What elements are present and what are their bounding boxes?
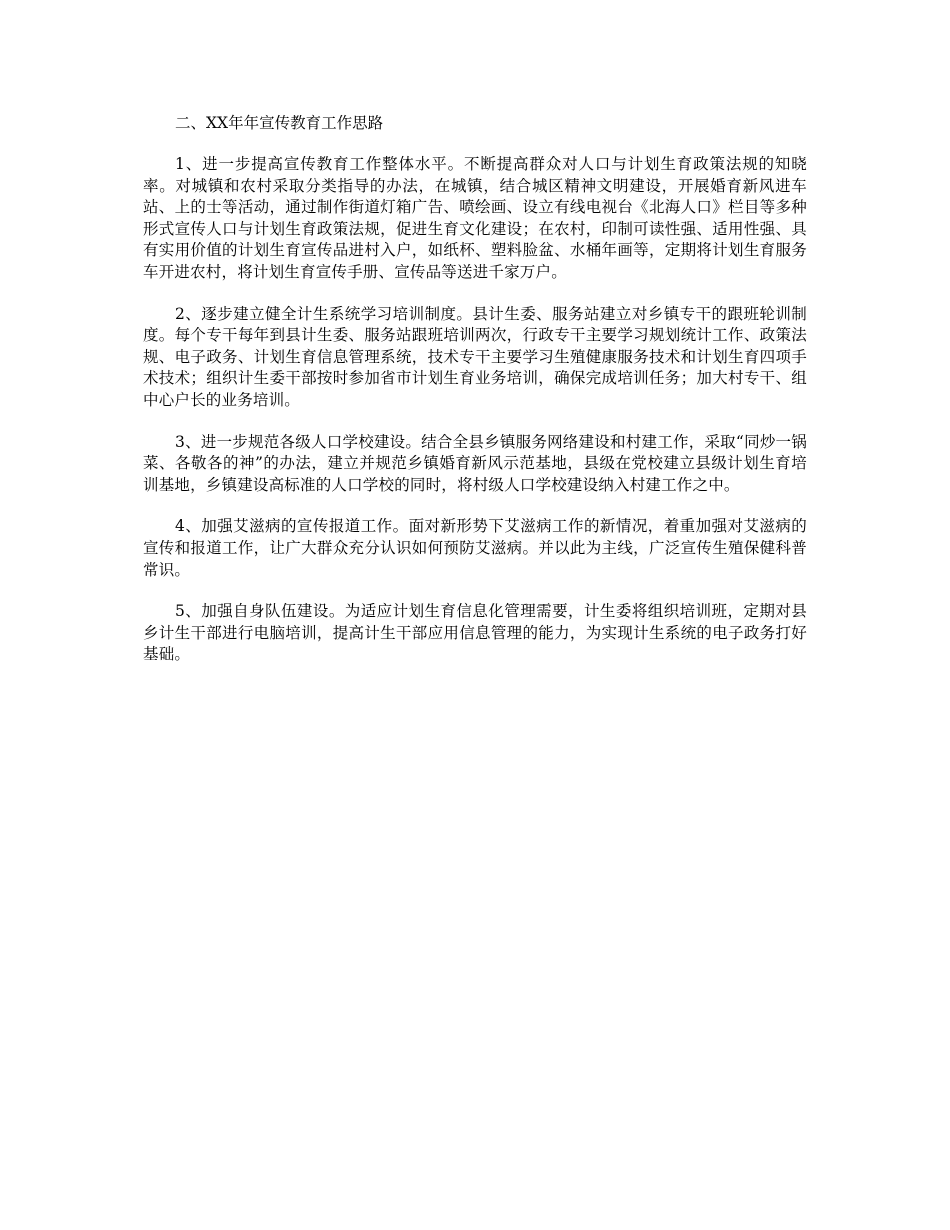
paragraph-1: 1、进一步提高宣传教育工作整体水平。不断提高群众对人口与计划生育政策法规的知晓率。对城镇和农村采取分类指导的办法，在城镇，结合城区精神文明建设，开展婚育新风进车站、上的士等活动，通过制作街道灯箱广告、喷绘画、设立有线电视台《北海人口》栏目等多种形式宣传人口与计划生育政策法规，促进生育文化建设；在农村，印制可读性强、适用性强、具有实用价值的计划生育宣传品进村入户，如纸杯、塑料脸盆、水桶年画等，定期将计划生育服务车开进农村，将计划生育宣传手册、宣传品等送进千家万户。 bbox=[143, 155, 807, 281]
document-page bbox=[143, 113, 807, 686]
paragraph-3: 3、进一步规范各级人口学校建设。结合全县乡镇服务网络建设和村建工作，采取“同炒一锅菜、各敬各的神”的办法，建立并规范乡镇婚育新风示范基地，县级在党校建立县级计划生育培训基地，乡镇建设高标准的人口学校的同时，将村级人口学校建设纳入村建工作之中。 bbox=[143, 432, 807, 494]
paragraph-4: 4、加强艾滋病的宣传报道工作。面对新形势下艾滋病工作的新情况，着重加强对艾滋病的宣传和报道工作，让广大群众充分认识如何预防艾滋病。并以此为主线，广泛宣传生殖保健科普常识。 bbox=[143, 517, 807, 579]
paragraph-5: 5、加强自身队伍建设。为适应计划生育信息化管理需要，计生委将组织培训班，定期对县乡计生干部进行电脑培训，提高计生干部应用信息管理的能力，为实现计生系统的电子政务打好基础。 bbox=[143, 602, 807, 664]
section-heading: 二、XX年年宣传教育工作思路 bbox=[175, 114, 384, 132]
paragraph-2: 2、逐步建立健全计生系统学习培训制度。县计生委、服务站建立对乡镇专干的跟班轮训制度。每个专干每年到县计生委、服务站跟班培训两次，行政专干主要学习规划统计工作、政策法规、电子政务、计划生育信息管理系统，技术专干主要学习生殖健康服务技术和计划生育四项手术技术；组织计生委干部按时参加省市计划生育业务培训，确保完成培训任务；加大村专干、组中心户长的业务培训。 bbox=[143, 304, 807, 409]
